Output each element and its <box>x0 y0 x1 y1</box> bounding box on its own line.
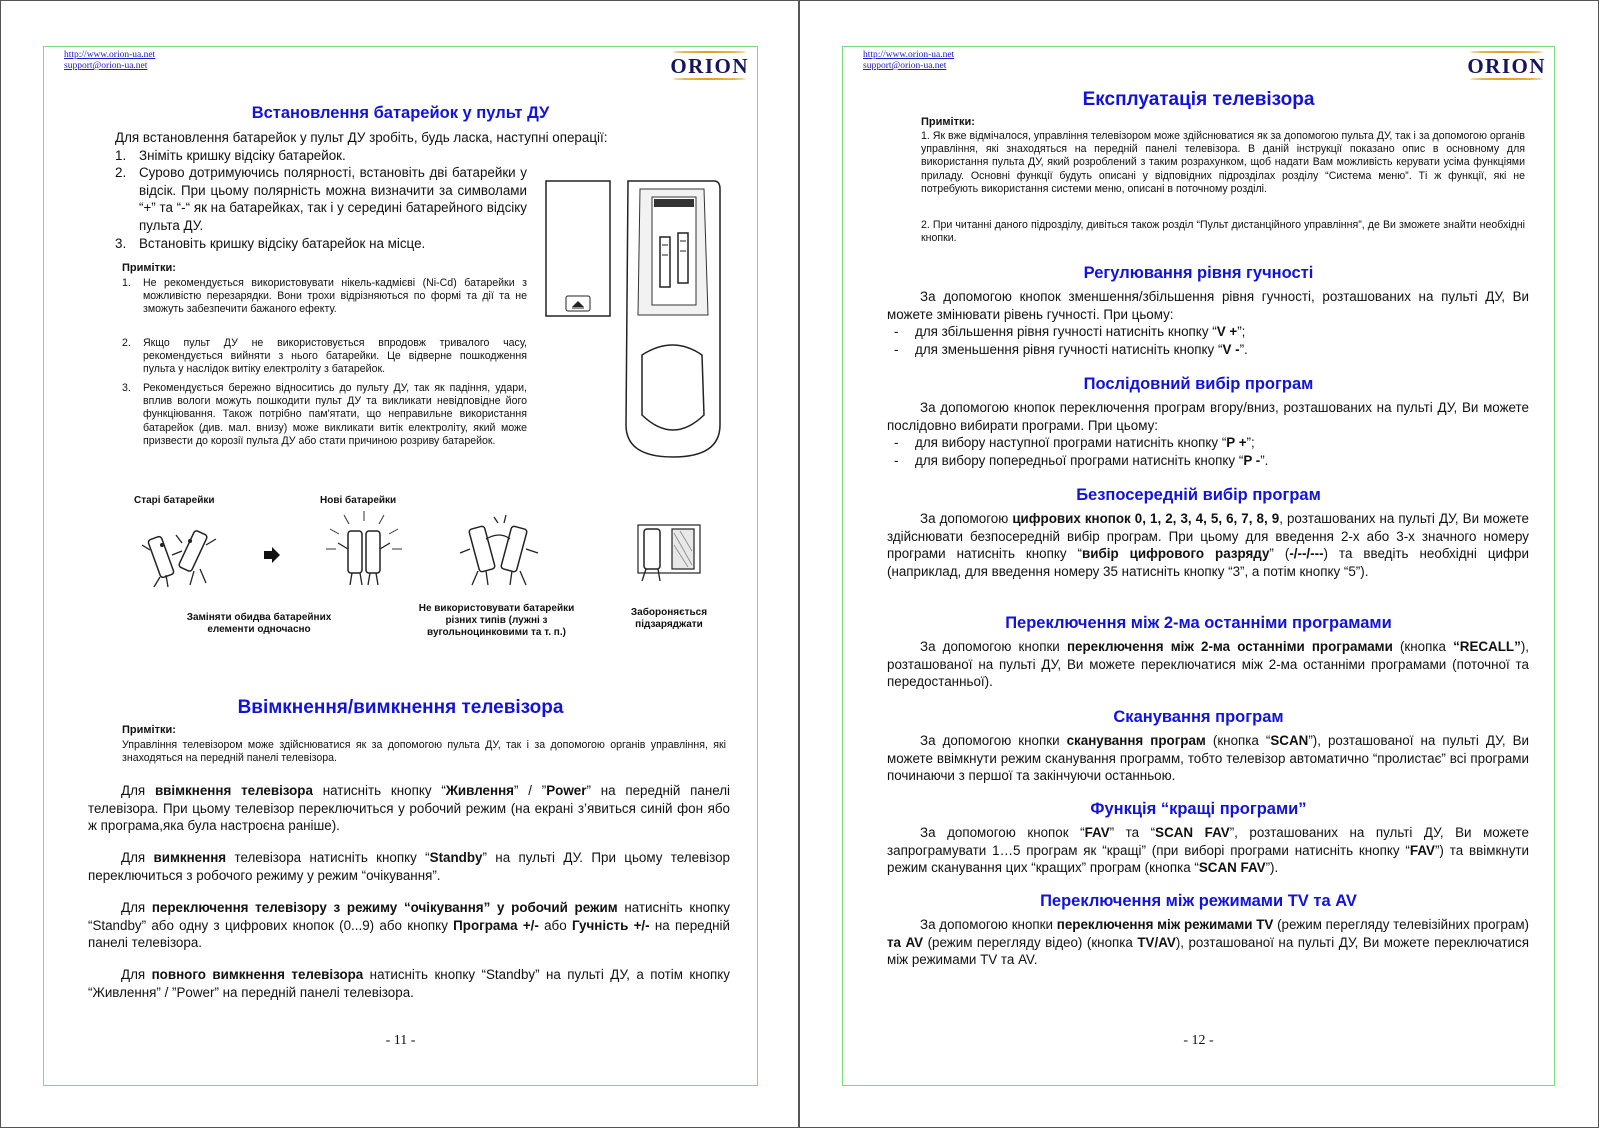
caption-no-recharge: Забороняється підзаряджати <box>630 607 708 630</box>
prev-program-item: - для вибору попередньої програми натисніть кнопку “P -”. <box>887 452 1529 470</box>
support-email-link[interactable]: support@orion-ua.net <box>64 61 148 71</box>
operation-note-1: 1. Як вже відмічалося, управління телевізором може здійснюватися як за допомогою пульта ДУ, так і за допомогою органів управління, які знаходяться на передній панелі телевізора. В даній інструкції показано опис в основному для використання пульта ДУ, який розроблений з таким розрахунком, щоб надати Вам можливість керувати усіма функціями приладу. Основні функції будуть описані у відповідних підрозділах розділу “Система меню”. Ті ж функції, які не потребують використання системи меню, описані в поточному розділі. <box>921 130 1525 195</box>
new-batteries-illustration <box>324 509 404 589</box>
old-batteries-illustration <box>142 515 232 590</box>
volume-down-item: - для зменьшення рівня гучності натисніть кнопку “V -”. <box>887 341 1529 359</box>
page-12 <box>799 0 1599 1128</box>
next-program-item: - для вибору наступної програми натисніть кнопку “P +”; <box>887 434 1529 452</box>
orion-logo: ORION <box>670 54 749 78</box>
volume-text: За допомогою кнопок зменшення/збільшення рівня гучності, розташованих на пульті ДУ, Ви можете змінювати рівень гучності. При цьому: - для збільшення рівня гучності натисніть кнопку “V +”; - для зменьшення рівня гучності натисніть кнопку “V -”. <box>887 288 1529 358</box>
scan-text: За допомогою кнопки сканування програм (кнопка “SCAN”), розташованої на пульті ДУ, Ви можете ввімкнути режим сканування программ, тобто телевізор автоматично “пролистає” всі програми починаючи з першої та закінчуючи останньою. <box>887 733 1529 784</box>
header-links <box>863 50 954 72</box>
remote-control-illustration <box>542 175 732 465</box>
power-notes-label: Примітки: <box>122 724 176 736</box>
direct-section-title: Безпосередній вибір програм <box>1076 486 1321 504</box>
support-email-link[interactable]: support@orion-ua.net <box>863 61 947 71</box>
tvav-text: За допомогою кнопки переключення між режимами TV (режим перегляду телевізійних програм) та AV (режим перегляду відео) (кнопка TV/AV), розташованої на пульті ДУ, Ви можете переключатися між режимами TV та AV. <box>887 917 1529 968</box>
mixed-batteries-illustration <box>456 509 546 589</box>
power-on-paragraph: Для ввімкнення телевізора натисніть кнопку “Живлення” / ”Power” на передній панелі телевізора. При цьому телевізор переключиться у робочий режим (на екрані з’явиться синій фон ябо ж програма,яка була настроєна раніше). <box>88 783 731 834</box>
power-note: Управління телевізором може здійснюватися як за допомогою пульта ДУ, так і за допомогою органів управління, які знаходяться на передній панелі телевізора. <box>122 739 726 765</box>
power-section-title: Ввімкнення/вимкнення телевізора <box>237 697 564 718</box>
power-off-paragraph: Для вимкнення телевізора натисніть кнопку “Standby” на пульті ДУ. При цьому телевізор переключиться з робочого режиму у режим “очікування”. <box>88 850 731 883</box>
volume-section-title: Регулювання рівня гучності <box>1083 264 1314 282</box>
full-shutdown-paragraph: Для повного вимкнення телевізора натисніть кнопку “Standby” на пульті ДУ, а потім кнопку “Живлення” / ”Power” на передній панелі телевізора. <box>88 967 730 1000</box>
page-frame <box>842 46 1555 1086</box>
battery-note-1: 1. Не рекомендується використовувати нікель-кадмієві (Ni-Cd) батарейки з можливістю перезарядки. Вони трохи відрізняються по формі та дії та не зможуть забезпечити бажаного ефекту. <box>122 277 527 316</box>
favorites-section-title: Функція “кращі програми” <box>1090 800 1307 818</box>
orion-logo: ORION <box>1467 54 1546 78</box>
operation-section-title: Експлуатація телевізора <box>1082 89 1315 110</box>
direct-text: За допомогою цифрових кнопок 0, 1, 2, 3, 4, 5, 6, 7, 8, 9, розташованих на пульті ДУ, Ви можете здійснювати безпосередній вибір програм. При цьому для введення 2-х або 3-х значного номеру програми натисніть кнопку “вибір цифрового разряду” (-/--/---) та введіть необхідні цифри (наприклад, для введення номеру 35 натисніть кнопку “3”, а потім кнопку “5”). <box>887 511 1530 579</box>
battery-step-3: 3. Встановіть кришку відсіку батарейок на місце. <box>115 235 426 251</box>
caption-no-mixed-types: Не використовувати батарейки різних типів (лужні з вугольноцинковими та т. п.) <box>418 603 575 638</box>
operation-note-2: 2. При читанні даного підрозділу, дивіться також розділ “Пульт дистанційного управління”, де Ви зможете знайти необхідні кнопки. <box>921 219 1525 245</box>
page-number: - 11 - <box>385 1033 416 1048</box>
battery-section-title: Встановлення батарейок у пульт ДУ <box>251 104 550 122</box>
operation-notes-label: Примітки: <box>921 116 975 128</box>
page-number: - 12 - <box>1183 1033 1214 1048</box>
page-header <box>64 49 749 81</box>
standby-wake-paragraph: Для переключення телевізору з режиму “очікування” у робочий режим натисніть кнопку “Standby” або одну з цифрових кнопок (0...9) або кнопку Програма +/- або Гучність +/- на передній панелі телевізора. <box>88 900 730 951</box>
new-batteries-label: Нові батарейки <box>320 495 397 506</box>
battery-intro: Для встановлення батарейок у пульт ДУ зробіть, будь ласка, наступні операції: <box>115 130 608 145</box>
caption-replace-both: Заміняти обидва батарейних елементи одночасно <box>186 612 332 635</box>
scan-section-title: Сканування програм <box>1113 708 1284 726</box>
volume-up-item: - для збільшення рівня гучності натисніть кнопку “V +”; <box>887 323 1529 341</box>
battery-step-2: 2. Сурово дотримуючись полярності, встановіть дві батарейки у відсік. При цьому полярність можна визначити за символами “+” та “-“ як на батарейках, так і у середині батарейного відсіку пульта ДУ. <box>115 165 527 233</box>
page-header <box>863 49 1546 81</box>
page-frame <box>43 46 758 1086</box>
website-link[interactable]: http://www.orion-ua.net <box>64 50 156 60</box>
arrow-icon <box>262 545 282 565</box>
recall-text: За допомогою кнопки переключення між 2-ма останніми програмами (кнопка “RECALL”), розташованої на пульті ДУ, Ви можете переключатися між 2-ма останніми програмами (поточної та передостанньої). <box>887 639 1529 690</box>
page-11 <box>0 0 799 1128</box>
recall-section-title: Переключення між 2-ма останніми програмами <box>1005 614 1392 632</box>
recharging-battery-illustration <box>634 515 704 585</box>
header-links <box>64 50 155 72</box>
battery-note-2: 2. Якщо пульт ДУ не використовується впродовж тривалого часу, рекомендується вийняти з нього батарейки. Це відверне пошкодження пульта у наслідок витіку електроліту з батарейок. <box>122 337 527 376</box>
sequential-section-title: Послідовний вибір програм <box>1083 375 1314 393</box>
battery-notes-label: Примітки: <box>122 262 176 274</box>
battery-note-3: 3. Рекомендується бережно відноситись до пульту ДУ, так як падіння, удари, вплив вологи можуть пошкодити пульт ДУ та викликати невідповідне його функціювання. Також потрібно пам'ятати, що неправильне використання батарейок (див. мал. внизу) може викликати витік електроліту, який може призвести до корозії пульта ДУ або стати причиною розриву батарейок. <box>122 382 527 447</box>
tvav-section-title: Переключення між режимами TV та AV <box>1040 892 1357 910</box>
sequential-text: За допомогою кнопок переключення програм вгору/вниз, розташованих на пульті ДУ, Ви можете послідовно вибирати програми. При цьому: - для вибору наступної програми натисніть кнопку “P +”; - для вибору попередньої програми натисніть кнопку “P -”. <box>887 399 1529 469</box>
website-link[interactable]: http://www.orion-ua.net <box>863 50 955 60</box>
favorites-text: За допомогою кнопок “FAV” та “SCAN FAV”, розташованих на пульті ДУ, Ви можете запрограмувати 1…5 програм як “кращі” (при виборі програми натисніть кнопку “FAV”) та ввімкнути режим сканування цих “кращих” програм (кнопка “SCAN FAV”). <box>887 825 1530 876</box>
battery-step-1: 1. Зніміть кришку відсіку батарейок. <box>115 147 346 163</box>
old-batteries-label: Старі батарейки <box>134 495 215 506</box>
